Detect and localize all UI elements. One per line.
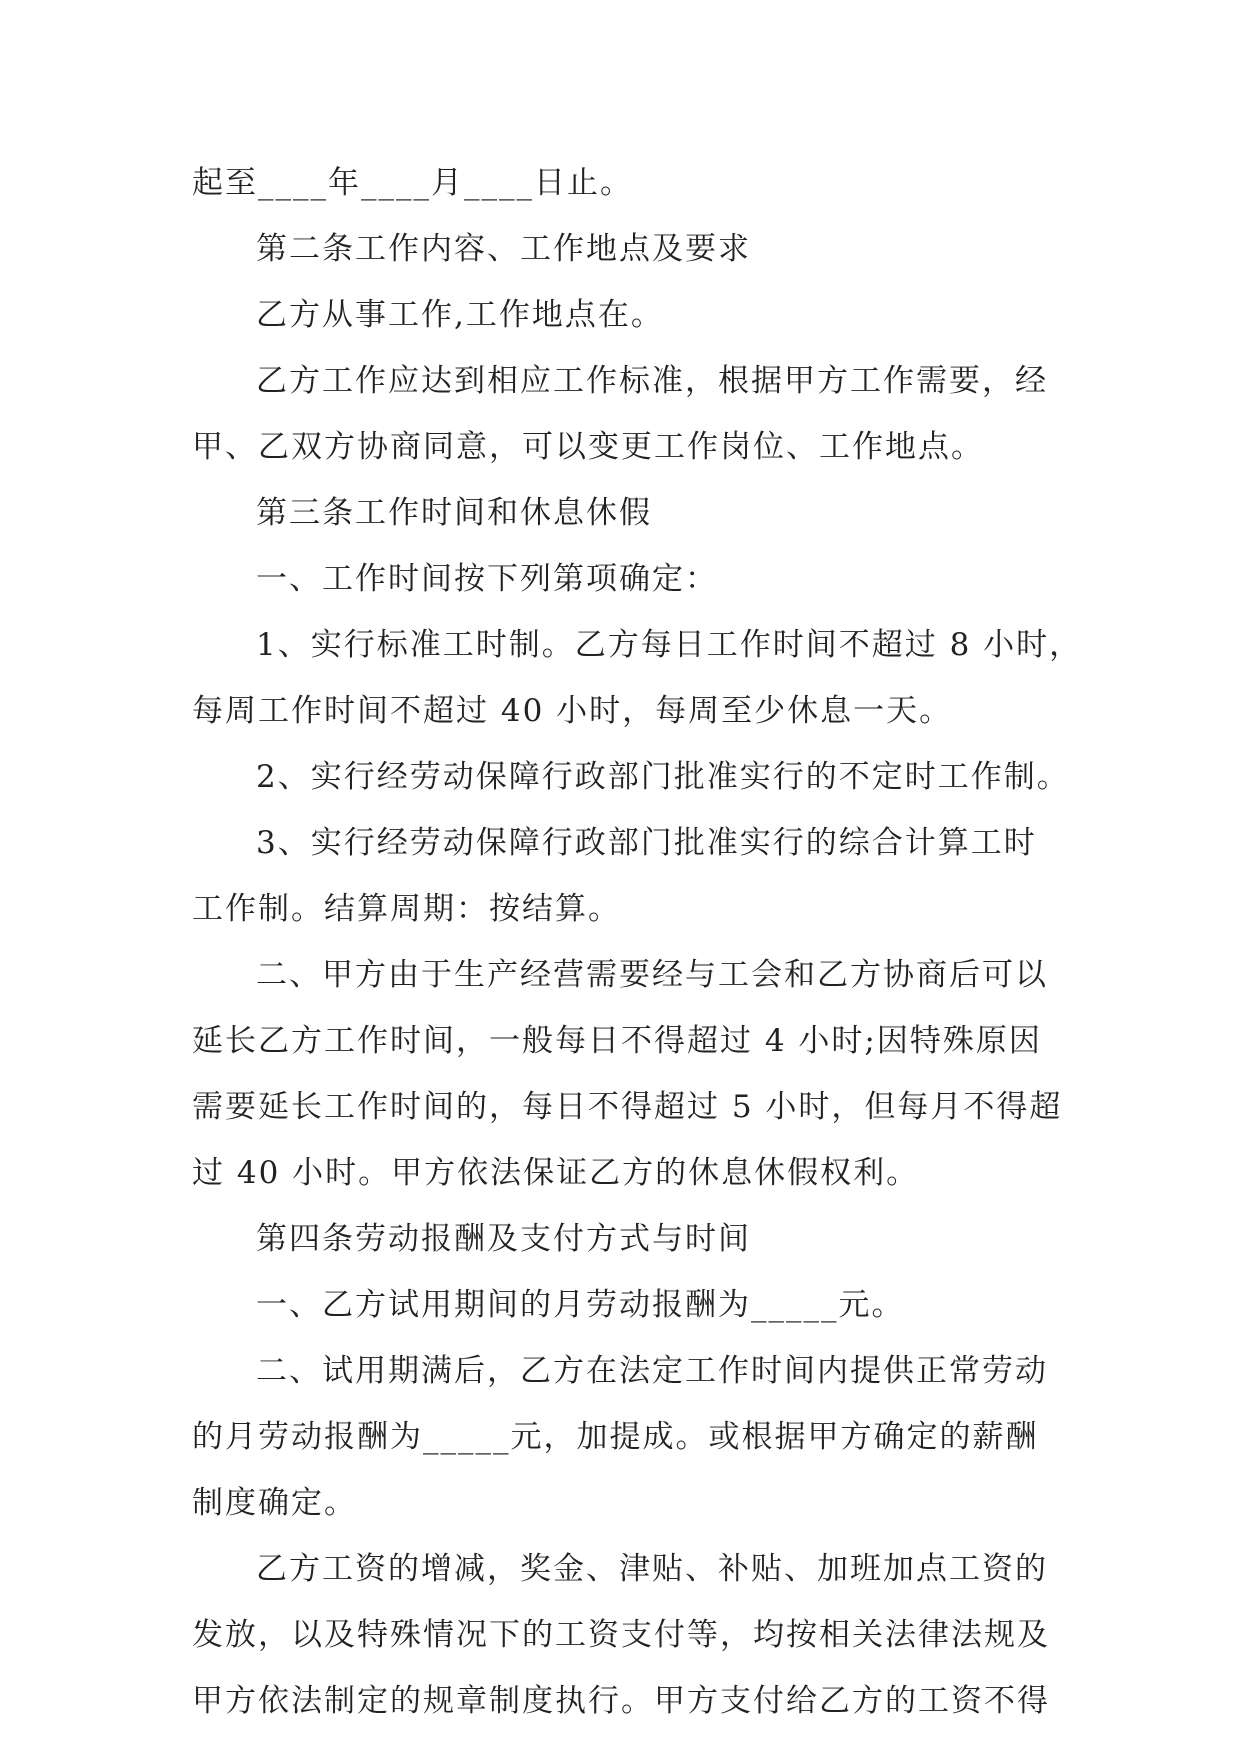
text-line: 二、试用期满后，乙方在法定工作时间内提供正常劳动 xyxy=(256,1353,1048,1389)
text-line: 一、工作时间按下列第项确定： xyxy=(256,561,718,597)
text-line: 甲、乙双方协商同意，可以变更工作岗位、工作地点。 xyxy=(192,429,984,465)
text-line: 1、实行标准工时制。乙方每日工作时间不超过 8 小时， xyxy=(256,627,1083,663)
text-line: 一、乙方试用期间的月劳动报酬为_____元。 xyxy=(256,1287,905,1323)
text-line: 工作制。结算周期：按结算。 xyxy=(192,891,621,927)
section-heading: 第四条劳动报酬及支付方式与时间 xyxy=(256,1221,751,1257)
text-line: 甲方依法制定的规章制度执行。甲方支付给乙方的工资不得 xyxy=(192,1683,1050,1719)
text-line: 每周工作时间不超过 40 小时，每周至少休息一天。 xyxy=(192,693,953,729)
text-line: 乙方工资的增减，奖金、津贴、补贴、加班加点工资的 xyxy=(256,1551,1048,1587)
text-line: 延长乙方工作时间，一般每日不得超过 4 小时;因特殊原因 xyxy=(192,1023,1042,1059)
text-line: 需要延长工作时间的，每日不得超过 5 小时，但每月不得超 xyxy=(192,1089,1063,1125)
text-line: 发放，以及特殊情况下的工资支付等，均按相关法律法规及 xyxy=(192,1617,1050,1653)
text-line: 的月劳动报酬为_____元，加提成。或根据甲方确定的薪酬 xyxy=(192,1419,1039,1455)
text-line: 起至____年____月____日止。 xyxy=(192,165,633,201)
text-line: 3、实行经劳动保障行政部门批准实行的综合计算工时 xyxy=(256,825,1037,861)
text-line: 乙方工作应达到相应工作标准，根据甲方工作需要，经 xyxy=(256,363,1048,399)
text-line: 制度确定。 xyxy=(192,1485,357,1521)
text-line: 乙方从事工作,工作地点在。 xyxy=(256,297,664,333)
section-heading: 第二条工作内容、工作地点及要求 xyxy=(256,231,751,267)
text-line: 2、实行经劳动保障行政部门批准实行的不定时工作制。 xyxy=(256,759,1070,795)
document-body xyxy=(192,150,1083,1734)
text-line: 过 40 小时。甲方依法保证乙方的休息休假权利。 xyxy=(192,1155,920,1191)
section-heading: 第三条工作时间和休息休假 xyxy=(256,495,652,531)
text-line: 二、甲方由于生产经营需要经与工会和乙方协商后可以 xyxy=(256,957,1048,993)
